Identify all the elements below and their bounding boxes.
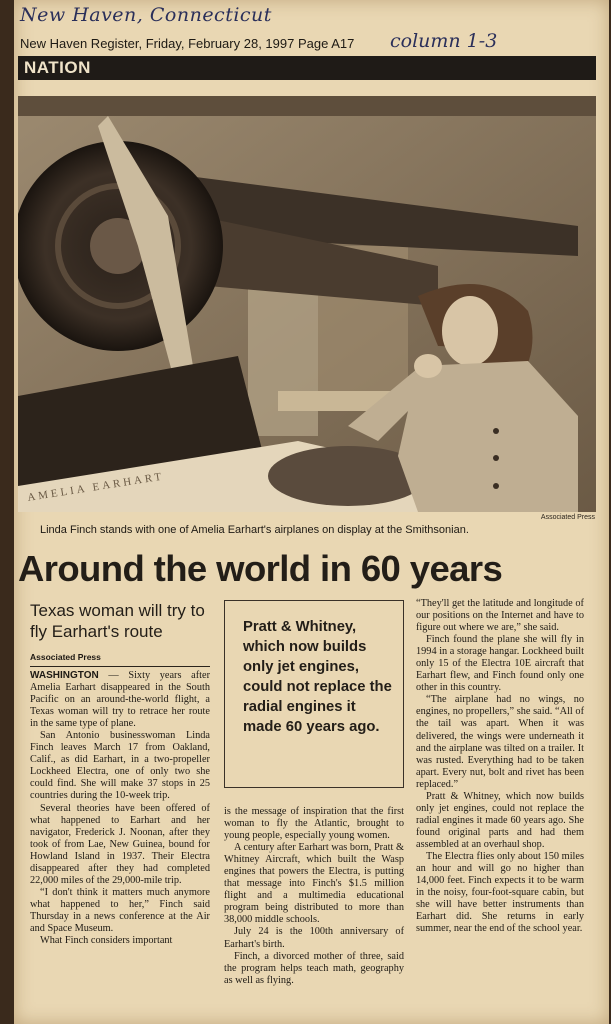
section-header: NATION [18, 56, 596, 80]
handwritten-location: New Haven, Connecticut [20, 4, 272, 26]
paragraph: The Electra flies only about 150 miles an hour and will go no higher than 14,000 feet. Finch expects it to be warm in the noisy, four-foot-square cabin, but she will have better instruments than Earhart did. She returns in early summer, near the end of the school year. [416, 850, 584, 935]
paragraph: Finch, a divorced mother of three, said the program helps teach math, geography as well as flying. [224, 950, 404, 986]
paragraph: Finch found the plane she will fly in 1994 in a storage hangar. Lockheed built only 15 of the Electra 10E aircraft that Earhart flew, and Finch found only one other in this country. [416, 634, 584, 694]
paragraph: July 24 is the 100th anniversary of Earhart's birth. [224, 926, 404, 950]
paragraph: Several theories have been offered of what happened to Earhart and her navigator, Frederick J. Noonan, after they took of from Lae, New Guinea, bound for Howland Island in 1937. Their Electra disappeared after they had completed 22,000 miles of the 29,000-mile trip. [30, 802, 210, 886]
paragraph: WASHINGTON — Sixty years after Amelia Earhart disappeared in the South Pacific on an around-the-world flight, a Texas woman will try to retrace her route in the same type of plane. [30, 670, 210, 730]
headline: Around the world in 60 years [18, 548, 503, 589]
paragraph: San Antonio businesswoman Linda Finch leaves March 17 from Oakland, Calif., as did Earhart, in a two-propeller Lockheed Electra, one of only two she could find. She will make 37 stops in 25 countries during the 10-week trip. [30, 730, 210, 802]
paragraph: A century after Earhart was born, Pratt & Whitney Aircraft, which built the Wasp engines that powers the Electra, is putting that message into Finch's $1.5 million flight and a multimedia educational program being distributed to more than 38,000 middle schools. [224, 842, 404, 926]
subheadline: Texas woman will try to fly Earhart's route [30, 601, 205, 641]
article-column-1 [30, 670, 210, 947]
news-photo [18, 96, 596, 512]
paragraph: is the message of inspiration that the first woman to fly the Atlantic, brought to young people, especially young women. [224, 806, 404, 842]
paragraph: What Finch considers important [40, 935, 173, 947]
photo-credit: Associated Press [540, 514, 595, 521]
pull-quote: Pratt & Whitney, which now builds only jet engines, could not replace the radial engines it made 60 years ago. [224, 600, 404, 788]
article-column-3 [416, 598, 584, 935]
paragraph: “I don't think it matters much anymore what happened to her,” Finch said Thursday in a news conference at the Air and Space Museum. [30, 886, 210, 934]
photo-caption: Linda Finch stands with one of Amelia Earhart's airplanes on display at the Smithsonian. [40, 524, 469, 536]
byline: Associated Press [30, 652, 101, 662]
article-column-2 [224, 806, 404, 987]
paragraph: “They'll get the latitude and longitude of our positions on the Internet and have to figure out where we are,” she said. [416, 598, 584, 634]
paragraph: “The airplane had no wings, no engines, no propellers,” she said. “All of the tail was apart. When it was delivered, the wings were underneath it and the airplane was tilted on a trailer. It was rusted. Everything had to be taken apart. Every nut, bolt and rivet has been replaced.” [416, 694, 584, 790]
divider [30, 666, 210, 667]
paragraph: Pratt & Whitney, which now builds only jet engines, could not replace the radial engines it made 60 years ago. She found original parts and had them assembled at an overhaul shop. [416, 790, 584, 850]
dateline-city: WASHINGTON [30, 670, 99, 681]
dateline: New Haven Register, Friday, February 28, 1997 Page A17 [20, 36, 355, 51]
exhibit-label: AMELIA EARHART [26, 470, 165, 504]
handwritten-column-note: column 1-3 [390, 30, 498, 52]
